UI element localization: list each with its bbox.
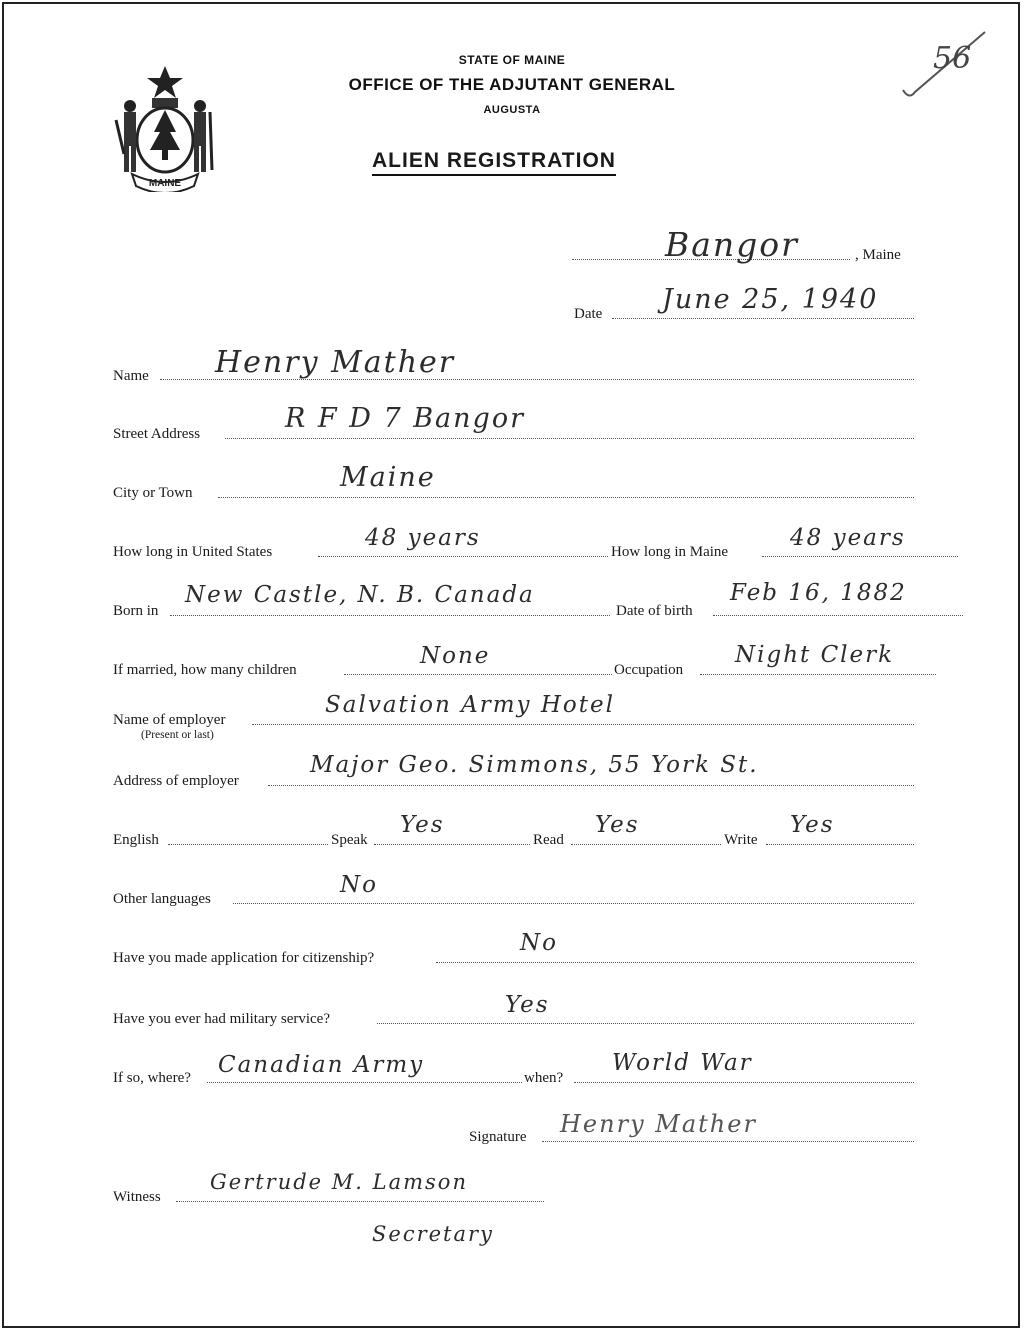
when-label: when? xyxy=(524,1070,564,1086)
employer-addr-line xyxy=(268,785,914,786)
speak-line xyxy=(374,844,530,845)
long-me-value[interactable]: 48 years xyxy=(790,525,906,551)
born-value[interactable]: New Castle, N. B. Canada xyxy=(185,582,535,608)
read-value[interactable]: Yes xyxy=(595,812,640,838)
where-line xyxy=(207,1082,522,1083)
long-us-label: How long in United States xyxy=(113,544,273,560)
city-label: City or Town xyxy=(113,485,193,501)
dob-value[interactable]: Feb 16, 1882 xyxy=(730,580,907,606)
speak-value[interactable]: Yes xyxy=(400,812,445,838)
witness-label: Witness xyxy=(113,1189,161,1205)
other-lang-line xyxy=(233,903,914,904)
where-label: If so, where? xyxy=(113,1070,191,1086)
employer-sublabel: (Present or last) xyxy=(141,729,214,741)
citizenship-value[interactable]: No xyxy=(520,930,558,956)
occupation-value[interactable]: Night Clerk xyxy=(735,642,895,668)
born-line xyxy=(170,615,610,616)
long-me-line xyxy=(762,556,958,557)
street-line xyxy=(225,438,914,439)
citizenship-line xyxy=(436,962,914,963)
military-value[interactable]: Yes xyxy=(505,992,550,1018)
citizenship-label: Have you made application for citizenship? xyxy=(113,950,375,966)
other-lang-label: Other languages xyxy=(113,891,211,907)
write-value[interactable]: Yes xyxy=(790,812,835,838)
header-city: AUGUSTA xyxy=(483,104,541,116)
long-us-line xyxy=(318,556,608,557)
children-line xyxy=(344,674,612,675)
signature-label: Signature xyxy=(469,1129,527,1145)
when-line xyxy=(574,1082,914,1083)
city-value[interactable]: Maine xyxy=(340,462,436,493)
street-label: Street Address xyxy=(113,426,201,442)
street-value[interactable]: R F D 7 Bangor xyxy=(285,403,525,434)
signature-value[interactable]: Henry Mather xyxy=(560,1110,757,1138)
english-line xyxy=(168,844,328,845)
witness-title-value: Secretary xyxy=(372,1222,494,1246)
other-lang-value[interactable]: No xyxy=(340,872,378,898)
svg-text:MAINE: MAINE xyxy=(148,178,182,189)
date-value[interactable]: June 25, 1940 xyxy=(662,284,879,315)
witness-line xyxy=(176,1201,544,1202)
occupation-label: Occupation xyxy=(614,662,684,678)
military-label: Have you ever had military service? xyxy=(113,1011,330,1027)
employer-addr-label: Address of employer xyxy=(113,773,239,789)
place-value[interactable]: Bangor xyxy=(665,225,799,264)
header-office: OFFICE OF THE ADJUTANT GENERAL xyxy=(348,75,676,94)
read-line xyxy=(571,844,721,845)
employer-label: Name of employer xyxy=(113,712,226,728)
where-value[interactable]: Canadian Army xyxy=(218,1052,425,1078)
dob-label: Date of birth xyxy=(616,603,693,619)
english-label: English xyxy=(113,832,159,848)
write-label: Write xyxy=(724,832,758,848)
date-line xyxy=(612,318,914,319)
dob-line xyxy=(713,615,963,616)
born-label: Born in xyxy=(113,603,159,619)
write-line xyxy=(766,844,914,845)
name-value[interactable]: Henry Mather xyxy=(215,345,456,380)
speak-label: Speak xyxy=(331,832,368,848)
children-label: If married, how many children xyxy=(113,662,297,678)
occupation-line xyxy=(700,674,936,675)
employer-addr-value[interactable]: Major Geo. Simmons, 55 York St. xyxy=(310,752,759,778)
employer-value[interactable]: Salvation Army Hotel xyxy=(325,692,615,718)
read-label: Read xyxy=(533,832,564,848)
svg-text:56: 56 xyxy=(933,41,972,76)
city-line xyxy=(218,497,914,498)
long-us-value[interactable]: 48 years xyxy=(365,525,481,551)
military-line xyxy=(377,1023,914,1024)
witness-value[interactable]: Gertrude M. Lamson xyxy=(210,1170,468,1194)
when-value[interactable]: World War xyxy=(612,1050,753,1076)
form-title: ALIEN REGISTRATION xyxy=(372,149,616,176)
date-label: Date xyxy=(574,306,603,322)
children-value[interactable]: None xyxy=(420,643,491,669)
header-state: STATE OF MAINE xyxy=(458,53,566,67)
long-me-label: How long in Maine xyxy=(611,544,729,560)
maine-label: , Maine xyxy=(855,247,901,263)
name-label: Name xyxy=(113,368,149,384)
signature-line xyxy=(542,1141,914,1142)
employer-line xyxy=(252,724,914,725)
